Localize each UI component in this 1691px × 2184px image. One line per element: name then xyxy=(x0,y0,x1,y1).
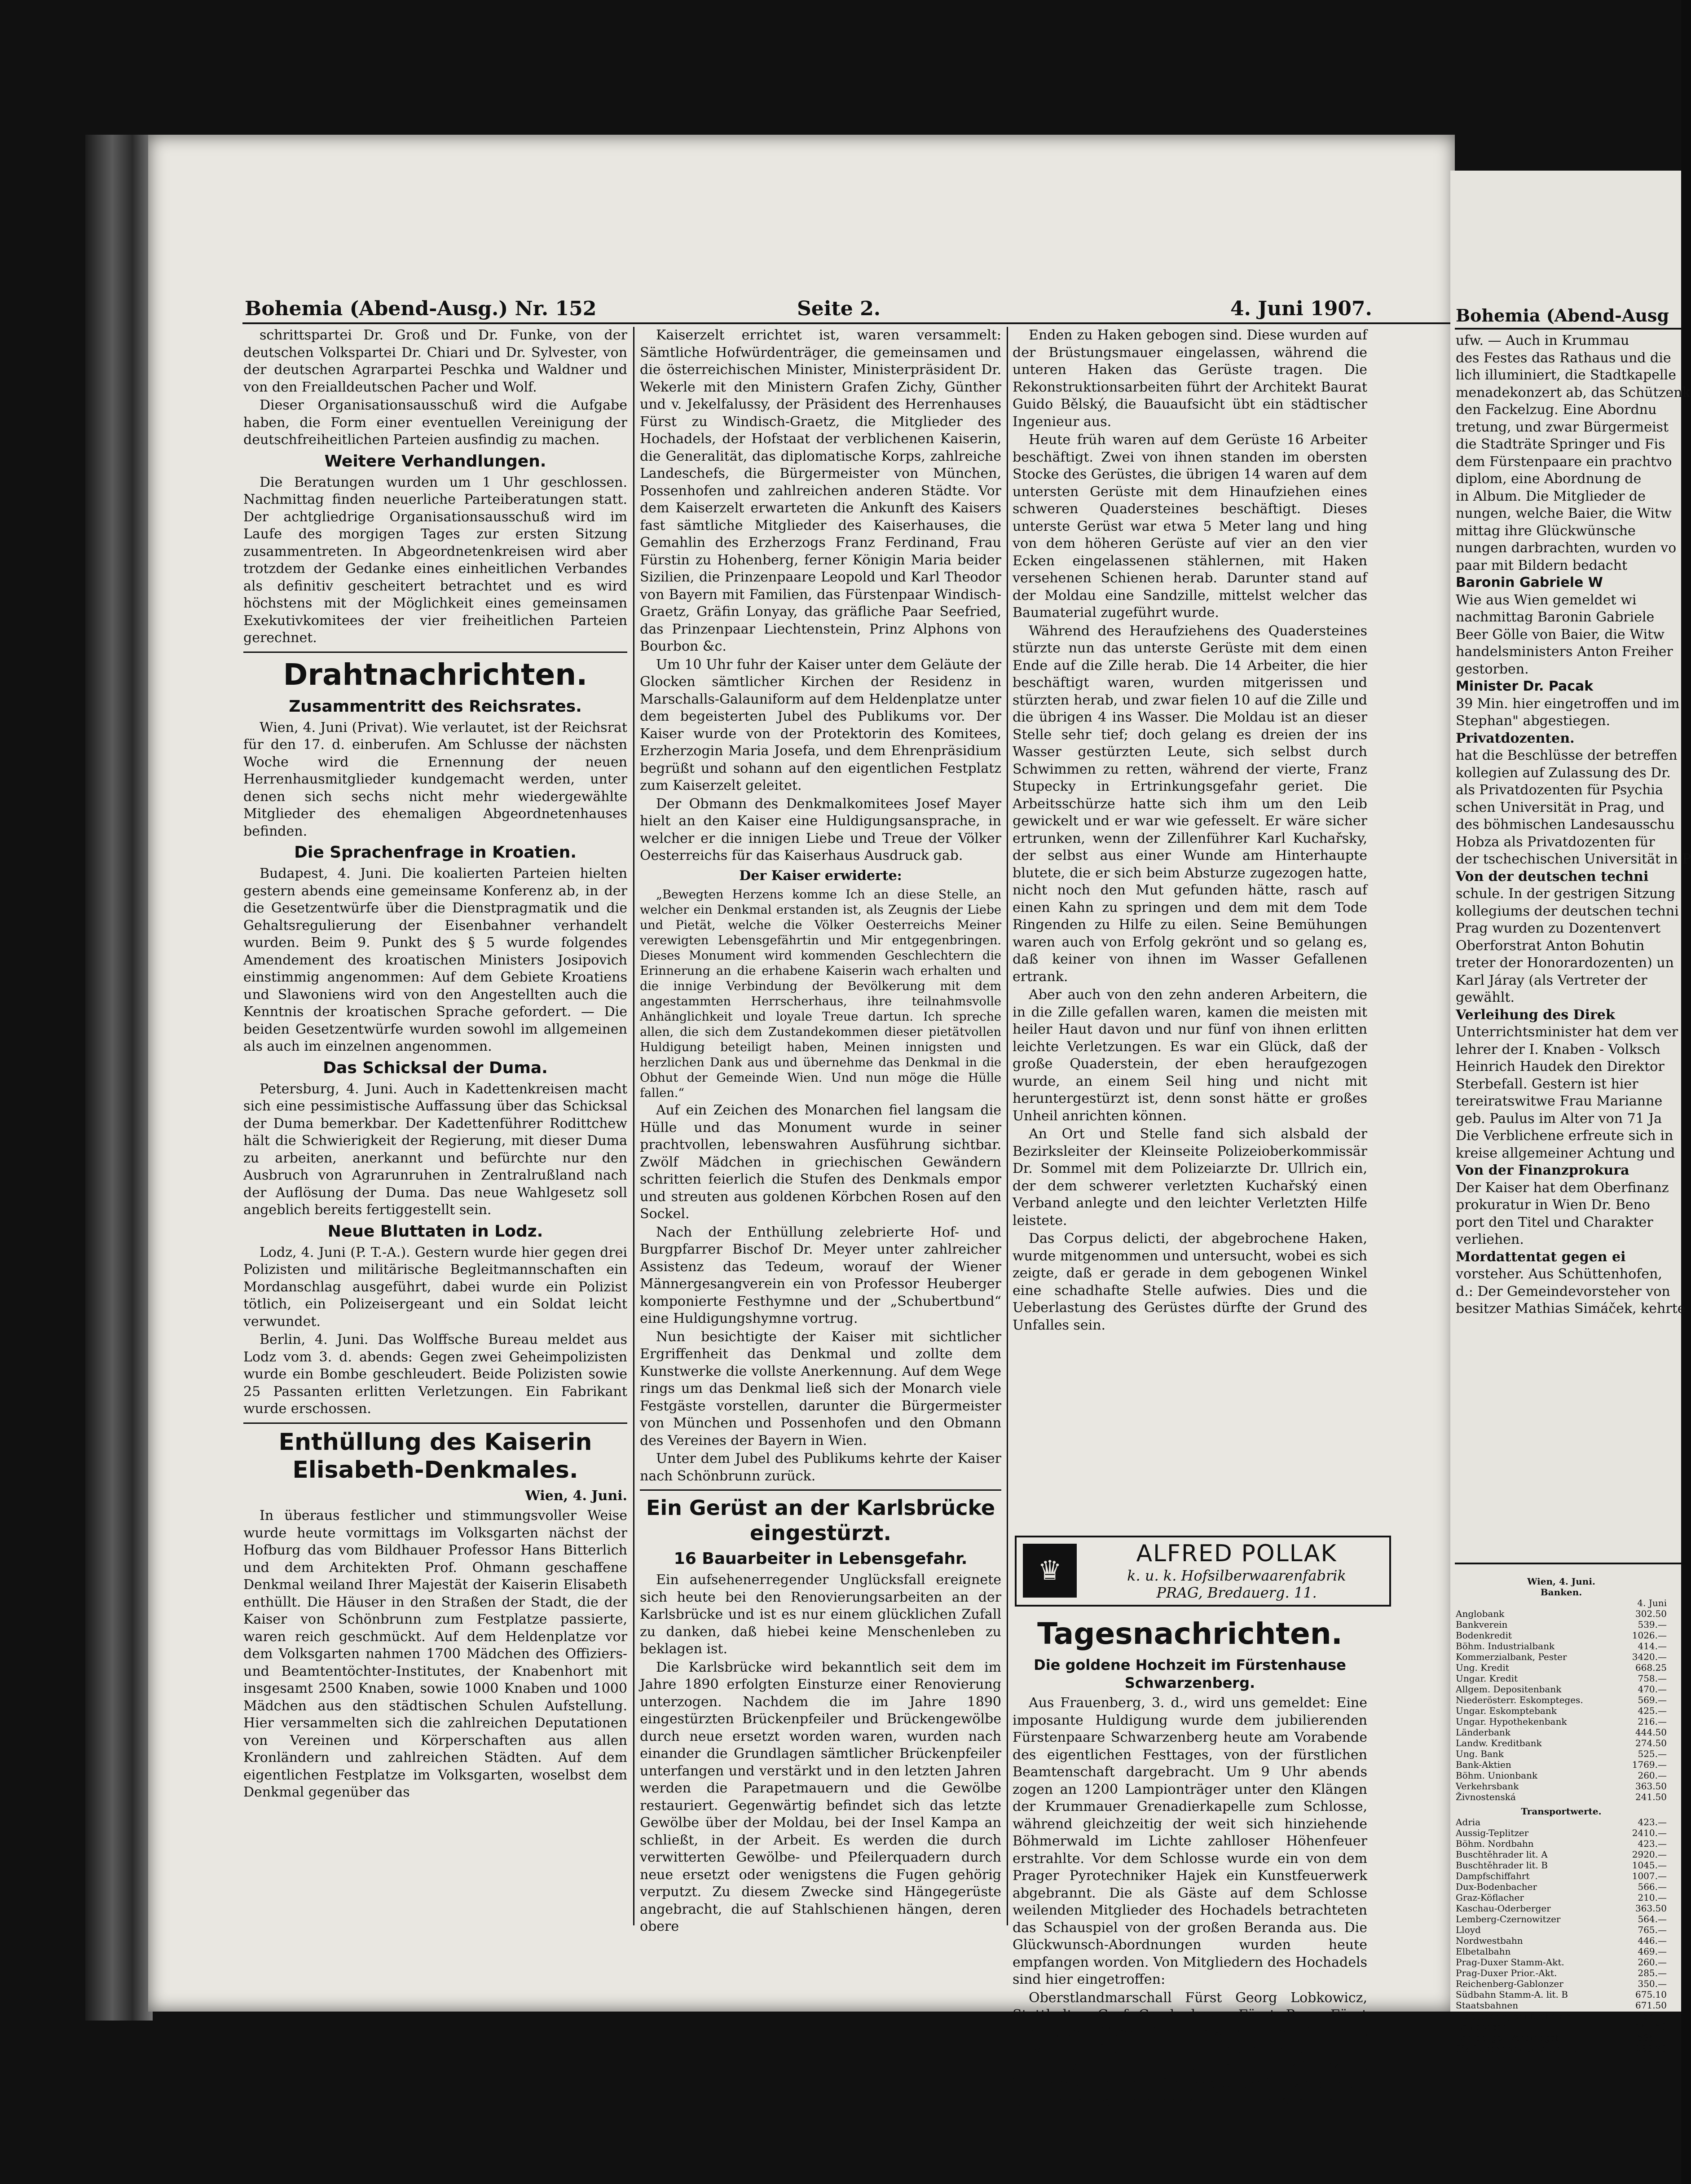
table-row xyxy=(1456,1705,1667,1716)
table-cell-value: 154.50 xyxy=(1635,2021,1667,2032)
paragraph: Oberstlandmarschall Fürst Georg Lobkowicz, Statthalter Graf Coudenhove, Fürst Paar, Fürst Schönburg, Fürst Karl Schwarzenberg, Erbprinz Löwenstein, Fürst Hans Schönburg, Prinz Heinrich Liechtenstein, Graf Lamberg, Graf Moriz Esterhazy, Graf Louis Esterhazy, Graf Oswald Thun, Graf Louis Trauttmansdorff, Graf Otto Westphalen xyxy=(1013,1990,1367,2109)
table-cell-value: 363.50 xyxy=(1635,1903,1667,1914)
table-cell-name: Elbetalbahn xyxy=(1456,1946,1511,1957)
table-cell-value: 1769.— xyxy=(1632,1759,1667,1770)
table-cell-value: 470.— xyxy=(1638,1684,1667,1695)
ad-line: PRAG, Bredauerg. 11. xyxy=(1156,1584,1317,1601)
bank-rows xyxy=(1456,1608,1667,1802)
table-section: Banken. xyxy=(1540,1587,1582,1598)
table-row xyxy=(1456,1849,1667,1860)
table-cell-value: 285.— xyxy=(1638,1968,1667,1978)
text-line: Prag wurden zu Dozentenvert xyxy=(1456,920,1661,936)
header-right: 4. Juni 1907. xyxy=(1230,297,1372,320)
table-cell-value: 668.25 xyxy=(1635,1662,1667,1673)
table-cell-name: Niederösterr. Eskompteges. xyxy=(1456,1695,1583,1705)
text-line: handelsministers Anton Freiher xyxy=(1456,644,1673,660)
table-cell-value: 210.— xyxy=(1638,1892,1667,1903)
paragraph: An Ort und Stelle fand sich alsbald der Bezirksleiter der Kleinseite Polizeioberkommissär Dr. Sommel mit dem Polizeiarzte Dr. Ullrich ein, der dem schwerer verletzten Kuchařský einen Verband anlegte und den leichter Verletzten Hilfe leistete. xyxy=(1013,1126,1367,1228)
table-cell-name: Lombarden xyxy=(1456,2021,1508,2032)
text-line: nachmittag Baronin Gabriele xyxy=(1456,609,1655,625)
section-heading: Mordattentat gegen ei xyxy=(1456,1249,1626,1265)
table-cell-name: Verkehrsbank xyxy=(1456,1781,1519,1792)
text-line: des böhmischen Landesausschu xyxy=(1456,817,1675,832)
column-3-top xyxy=(1013,327,1367,1530)
text-line: vorsteher. Aus Schüttenhofen, xyxy=(1456,1266,1662,1282)
table-row xyxy=(1456,1630,1667,1641)
column-header: 4. Juni xyxy=(1637,1598,1667,1608)
table-row xyxy=(1456,1684,1667,1695)
table-cell-name: Allgem. Depositenbank xyxy=(1456,1684,1562,1695)
table-cell-name: Bank-Aktien xyxy=(1456,1759,1511,1770)
table-row xyxy=(1456,1727,1667,1738)
table-row xyxy=(1456,1978,1667,1989)
text-line: paar mit Bildern bedacht xyxy=(1456,557,1628,573)
paragraph: schrittspartei Dr. Groß und Dr. Funke, von der deutschen Volkspartei Dr. Chiari und Dr. Sylvester, von der deutschen Agrarpartei Peschka und Waldner und von den Freialldeutschen Pacher und Wolf. xyxy=(243,327,627,395)
table-cell-name: Kaschau-Oderberger xyxy=(1456,1903,1551,1914)
table-cell-value: 3420.— xyxy=(1632,1651,1667,1662)
table-row xyxy=(1456,1716,1667,1727)
table-cell-value: 1026.— xyxy=(1632,1630,1667,1641)
text-line: des Festes das Rathaus und die xyxy=(1456,350,1671,366)
text-line: treter der Honorardozenten) un xyxy=(1456,955,1674,971)
table-row xyxy=(1456,2032,1667,2043)
text-line: kollegiums der deutschen techni xyxy=(1456,903,1679,919)
divider xyxy=(1455,1563,1681,1564)
paragraph: Das Corpus delicti, der abgebrochene Haken, wurde mitgenommen und untersucht, wobei es sich zeigte, daß er gerade in dem gebogenen Winkel eine schadhafte Stelle aufwies. Dies und die Ueberlastung des Gerüstes dürfte der Grund des Unfalles sein. xyxy=(1013,1231,1367,1333)
text-line: schule. In der gestrigen Sitzung xyxy=(1456,886,1675,902)
text-line: Von der Finanzprokura xyxy=(1456,1162,1629,1178)
table-row xyxy=(1456,1651,1667,1662)
table-cell-value: 302.50 xyxy=(1635,1608,1667,1619)
table-cell-name: Lemberg-Czernowitzer xyxy=(1456,1914,1561,1924)
table-row xyxy=(1456,1748,1667,1759)
table-cell-name: Adria xyxy=(1456,1817,1481,1827)
advertisement xyxy=(1015,1536,1391,1607)
article-title: Ein Gerüst an der Karlsbrücke eingestürzt. xyxy=(646,1496,995,1545)
table-cell-name: Bankverein xyxy=(1456,1619,1508,1630)
table-cell-value: 675.10 xyxy=(1635,1989,1667,2000)
text-line: kollegien auf Zulassung des Dr. xyxy=(1456,765,1671,781)
text-line: Die Verblichene erfreute sich in xyxy=(1456,1128,1673,1144)
table-row xyxy=(1456,1608,1667,1619)
column-rule xyxy=(1007,327,1008,1925)
paragraph: Während des Heraufziehens des Quadersteines stürzte nun das unterste Gerüste mit dem einen Ende auf die Zille herab. Die 14 Arbeiter, die hier beschäftigt waren, wurden mitgerissen und stürzten herab, und zwar fielen 10 auf die Zille und die übrigen 4 ins Wasser. Die Moldau ist an dieser Stelle sehr tief; doch gelang es dreien der ins Wasser gestürzten Leute, sich selbst durch Schwimmen zu retten, während der vierte, Franz Stupecky in Ertrinkungsgefahr geriet. Die Arbeitsschürze hatte sich ihm um den Leib gewickelt und er war wie gefesselt. Er wäre sicher ertrunken, wenn der Zillenführer Karl Kuchařsky, der selbst aus einer Wunde am Hinterhaupte blutete, die er sich beim Absturze zugezogen hatte, nicht noch den Mut gefunden hätte, rasch auf einen Kahn zu springen und dem mit dem Tode Ringenden zu Hilfe zu eilen. Seine Bemühungen waren auch von Erfolg gekrönt und so gelang es, daß keiner von ihnen im Wasser Gefallenen ertrank. xyxy=(1013,623,1367,985)
table-cell-value: 154.— xyxy=(1638,2011,1667,2021)
table-row xyxy=(1456,1924,1667,1935)
text-line: in Album. Die Mitglieder de xyxy=(1456,488,1646,504)
section-heading: Baronin Gabriele W xyxy=(1456,575,1603,590)
table-row xyxy=(1456,2043,1667,2054)
table-cell-name: Südbahn Stamm-A. lit. B xyxy=(1456,1989,1568,2000)
table-cell-name: Prag-Duxer Prior.-Akt. xyxy=(1456,1968,1557,1978)
next-page-column xyxy=(1456,332,1691,1545)
text-line: port den Titel und Charakter xyxy=(1456,1214,1653,1230)
table-cell-value: 298.70 xyxy=(1635,2043,1667,2054)
table-row xyxy=(1456,1827,1667,1838)
table-cell-name: Graz-Köflacher xyxy=(1456,1892,1524,1903)
paragraph: Heute früh waren auf dem Gerüste 16 Arbeiter beschäftigt. Zwei von ihnen standen im obersten Stocke des Gerüstes, die übrigen 14 waren auf dem untersten Gerüste mit dem Hinaufziehen eines schweren Quadersteines beschäftigt. Dieses unterste Gerüst war etwa 5 Meter lang und hing von dem höheren Gerüste auf vier an den vier Ecken eingelassenen stählernen, mit Haken versehenen Schienen herab. Darunter stand auf der Moldau eine Sandzille, mittelst welcher das Baumaterial zugeführt wurde. xyxy=(1013,432,1367,621)
ad-line: k. u. k. Hofsilberwaarenfabrik xyxy=(1127,1567,1346,1584)
table-cell-value: 765.— xyxy=(1638,1924,1667,1935)
table-cell-value: 363.50 xyxy=(1635,1781,1667,1792)
paragraph: Der Obmann des Denkmalkomitees Josef Mayer hielt an den Kaiser eine Huldigungsansprache, in welcher er die innigen Liebe und Treue der Völker Oesterreichs für das Kaiserhaus Ausdruck gab. xyxy=(640,796,1001,863)
divider xyxy=(640,1489,1001,1491)
text-line: besitzer Mathias Simáček, kehrte xyxy=(1456,1301,1686,1317)
next-page xyxy=(1450,171,1691,2054)
table-cell-name: Staatsbahnen xyxy=(1456,2000,1519,2011)
dateline: Wien, 4. Juni. xyxy=(525,1488,627,1504)
table-cell-value: 423.— xyxy=(1638,1838,1667,1849)
table-row xyxy=(1456,1738,1667,1748)
table-cell-value: 260.— xyxy=(1638,1770,1667,1781)
table-row xyxy=(1456,1860,1667,1871)
text-line: Unterrichtsminister hat dem ver xyxy=(1456,1024,1678,1040)
table-cell-value: 241.50 xyxy=(1635,1792,1667,1802)
table-row xyxy=(1456,1673,1667,1684)
text-line: als Privatdozenten für Psychia xyxy=(1456,782,1663,798)
section-heading: Die Sprachenfrage in Kroatien. xyxy=(294,843,577,862)
paragraph: Um 10 Uhr fuhr der Kaiser unter dem Geläute der Glocken sämtlicher Kirchen der Residenz in Marschalls-Galauniform auf dem Heldenplatze unter dem begeisterten Jubel des Publikums vor. Der Kaiser wurde von der Protektorin des Komitees, Erzherzogin Maria Josefa, und dem Ehrenpräsidium begrüßt und sohann auf den eigentlichen Festplatz zum Kaiserzelt geleitet. xyxy=(640,656,1001,793)
table-cell-value: 2920.— xyxy=(1632,1849,1667,1860)
text-line: diplom, eine Abordnung de xyxy=(1456,471,1642,487)
table-cell-name: Böhm. Industrialbank xyxy=(1456,1641,1555,1651)
column-2 xyxy=(640,327,1001,1934)
paragraph: Lodz, 4. Juni (P. T.-A.). Gestern wurde hier gegen drei Polizisten und militärische Begleitmannschaften ein Mordanschlag ausgeführt, dabei wurde ein Polizist tötlich, ein Polizeisergeant und ein Soldat leicht verwundet. xyxy=(243,1244,627,1330)
table-row xyxy=(1456,1881,1667,1892)
text-line: geb. Paulus im Alter von 71 Ja xyxy=(1456,1110,1662,1127)
table-cell-name: Reichenberg-Gablonzer xyxy=(1456,1978,1563,1989)
divider xyxy=(243,652,627,653)
table-cell-value: 569.— xyxy=(1638,1695,1667,1705)
table-cell-name: Böhm. Nordbahn xyxy=(1456,1838,1534,1849)
table-row xyxy=(1456,1935,1667,1946)
table-cell-value: 566.— xyxy=(1638,1881,1667,1892)
table-row xyxy=(1456,1695,1667,1705)
text-line: mittag ihre Glückwünsche xyxy=(1456,523,1636,539)
table-cell-name: Dampfschiffahrt xyxy=(1456,1871,1530,1881)
text-line: Von der deutschen techni xyxy=(1456,868,1649,885)
paragraph: Budapest, 4. Juni. Die koalierten Parteien hielten gestern abends eine gemeinsame Konferenz ab, in der die Gesetzentwürfe über die Dienstpragmatik und die Gehaltsregulierung der Eisenbahner verhandelt wurden. Beim 9. Punkt des § 5 wurde folgendes Amendement des kroatischen Ministers Josipovich einstimmig angenommen: Auf dem Gebiete Kroatiens und Slawoniens wird von den Angestellten auch die Kenntnis der kroatischen Sprache gefordert. — Die beiden Gesetzentwürfe wurden sowohl im allgemeinen als auch im einzelnen angenommen. xyxy=(243,866,627,1054)
table-cell-value: 535.— xyxy=(1638,2032,1667,2043)
crest-icon: ♛ xyxy=(1023,1544,1077,1598)
table-cell-name: Anglobank xyxy=(1456,1608,1505,1619)
text-line: verliehen. xyxy=(1456,1232,1524,1247)
table-cell-name: Ungar. Kredit xyxy=(1456,1673,1518,1684)
table-cell-name: Buschtěhrader lit. A xyxy=(1456,1849,1548,1860)
section-heading: 16 Bauarbeiter in Lebensgefahr. xyxy=(674,1550,968,1568)
next-page-header: Bohemia (Abend-Ausg xyxy=(1456,305,1669,326)
table-cell-name: Aussig-Teplitzer xyxy=(1456,1827,1529,1838)
table-row xyxy=(1456,1903,1667,1914)
table-cell-name: Länderbank xyxy=(1456,1727,1511,1738)
paragraph: Kaiserzelt errichtet ist, waren versammelt: Sämtliche Hofwürdenträger, die gemeinsamen und die österreichischen Minister, Ministerpräsident Dr. Wekerle mit den Ministern Grafen Zichy, Günther und v. Jekelfalussy, der Präsident des Herrenhauses Fürst zu Windisch-Graetz, die Mitglieder des Hochadels, der Hofstaat der verblichenen Kaiserin, die Generalität, das diplomatische Korps, zahlreiche Landeschefs, die Bürgermeister von München, Possenhofen und zahlreichen anderen Städte. Vor dem Kaiserzelt erwarteten die Ankunft des Kaisers fast sämtliche Mitglieder des Kaiserhauses, die Gemahlin des Erzherzogs Franz Ferdinand, Frau Fürstin zu Hohenberg, ferner Königin Maria beider Sizilien, die Prinzenpaare Leopold und Karl Theodor von Bayern mit Familien, das Fürstenpaar Windisch-Graetz, Gräfin Lonyay, das gräfliche Paar Seefried, das Prinzenpaar Liechtenstein, Prinz Alphons von Bourbon &c. xyxy=(640,327,1001,654)
text-line: 39 Min. hier eingetroffen und im xyxy=(1456,696,1680,712)
section-heading: Minister Dr. Pacak xyxy=(1456,678,1594,694)
table-cell-name: Lloyd xyxy=(1456,1924,1481,1935)
table-cell-value: 525.— xyxy=(1638,1748,1667,1759)
table-cell-name: 3% Südbahnprioritäten, Juli xyxy=(1456,2043,1583,2054)
section-heading: Verleihung des Direk xyxy=(1456,1007,1615,1023)
table-row xyxy=(1456,1968,1667,1978)
column-1 xyxy=(243,327,627,1925)
text-line: nungen darbrachten, wurden vo xyxy=(1456,540,1677,556)
subheading: Der Kaiser erwiderte: xyxy=(739,867,902,884)
table-cell-name: Landw. Kreditbank xyxy=(1456,1738,1542,1748)
table-cell-value: 423.— xyxy=(1638,1817,1667,1827)
section-title: Tagesnachrichten. xyxy=(1037,1616,1343,1651)
table-cell-value: 350.— xyxy=(1638,1978,1667,1989)
paragraph: Die Beratungen wurden um 1 Uhr geschlossen. Nachmittag finden neuerliche Parteiberatungen statt. Der achtgliedrige Organisationsausschuß wird im Laufe des morgigen Tages zur ersten Sitzung zusammentreten. In Abgeordnetenkreisen wird aber trotzdem der Gedanke eines einheitlichen Verbandes als definitiv gescheitert betrachtet und es wird höchstens mit der Möglichkeit eines gemeinsamen Exekutivkomitees der vier freiheitlichen Parteien gerechnet. xyxy=(243,474,627,646)
table-row xyxy=(1456,1781,1667,1792)
quote: „Bewegten Herzens komme Ich an diese Stelle, an welcher ein Denkmal erstanden ist, als Zeugnis der Liebe und Pietät, welche die Völker Oesterreichs Meiner verewigten Lebensgefährtin und Mir entgegenbringen. Dieses Monument wird kommenden Geschlechtern die Erinnerung an die erhabene Kaiserin wach erhalten und die innige Verbindung der Bevölkerung mit dem angestammten Herrscherhaus, ihre teilnahmsvolle Anhänglichkeit und loyale Treue dartun. Ich spreche allen, die sich dem Zustandekommen dieser pietätvollen Huldigung beteiligt haben, Meinen innigsten und herzlichen Dank aus und übernehme das Denkmal in die Obhut der Gemeinde Wien. Und nun möge die Hülle fallen.“ xyxy=(640,888,1001,1100)
table-cell-value: 671.50 xyxy=(1635,2000,1667,2011)
section-heading: Das Schicksal der Duma. xyxy=(323,1058,548,1077)
paragraph: Nach der Enthüllung zelebrierte Hof- und Burgpfarrer Bischof Dr. Meyer unter zahlreicher Assistenz das Tedeum, worauf der Wiener Männergesangverein ein von Professor Heuberger komponierte Festhymne und der „Schubertbund“ eine Huldigungshymne vortrug. xyxy=(640,1224,1001,1326)
text-line: schen Universität in Prag, und xyxy=(1456,799,1665,815)
column-3-bottom xyxy=(1013,1612,1367,2109)
table-cell-name: Ungar. Eskomptebank xyxy=(1456,1705,1557,1716)
text-line: Sterbefall. Gestern ist hier xyxy=(1456,1076,1638,1092)
table-row xyxy=(1456,1817,1667,1827)
section-heading: Neue Bluttaten in Lodz. xyxy=(327,1222,543,1241)
table-row xyxy=(1456,1662,1667,1673)
paragraph: Dieser Organisationsausschuß wird die Aufgabe haben, die Form einer eventuellen Vereinigung der deutschfreiheitlichen Parteien ausfindig zu machen. xyxy=(243,397,627,448)
divider xyxy=(243,1422,627,1424)
table-cell-name: Dux-Bodenbacher xyxy=(1456,1881,1537,1892)
header-rule xyxy=(1455,328,1681,330)
table-cell-value: 564.— xyxy=(1638,1914,1667,1924)
paragraph: Wien, 4. Juni (Privat). Wie verlautet, ist der Reichsrat für den 17. d. einberufen. Am Schlusse der nächsten Woche wird die Ernennung der neuen Herrenhausmitglieder kundgemacht werden, unter denen sich sechs nicht mehr wiedergewählte Mitglieder des ehemaligen Abgeordnetenhauses befinden. xyxy=(243,719,627,839)
paragraph: Nun besichtigte der Kaiser mit sichtlicher Ergriffenheit das Denkmal und zollte dem Kunstwerke die vollste Anerkennung. Auf dem Wege rings um das Denkmal ließ sich der Monarch viele Festgäste vorstellen, darunter die Bürgermeister von München und Possenhofen und den Obmann des Vereines der Bayern in Wien. xyxy=(640,1329,1001,1449)
text-line: tretung, und zwar Bürgermeist xyxy=(1456,419,1669,435)
table-section: Transportwerte. xyxy=(1521,1806,1602,1817)
paragraph: Unter dem Jubel des Publikums kehrte der Kaiser nach Schönbrunn zurück. xyxy=(640,1451,1001,1484)
column-rule xyxy=(633,327,634,1925)
text-line: kreise allgemeiner Achtung und xyxy=(1456,1145,1675,1161)
table-row xyxy=(1456,2021,1667,2032)
table-row xyxy=(1456,1871,1667,1881)
text-line: Oberforstrat Anton Bohutin xyxy=(1456,938,1645,954)
table-cell-name: Ungar. Hypothekenbank xyxy=(1456,1716,1567,1727)
header-center: Seite 2. xyxy=(797,297,881,320)
transport-rows xyxy=(1456,1817,1667,2054)
text-line: prokuratur in Wien Dr. Beno xyxy=(1456,1197,1650,1213)
text-line: tereiratswitwe Frau Marianne xyxy=(1456,1093,1663,1109)
table-cell-value: 469.— xyxy=(1638,1946,1667,1957)
table-cell-value: 758.— xyxy=(1638,1673,1667,1684)
paragraph: Auf ein Zeichen des Monarchen fiel langsam die Hülle und das Monument wurde in seiner prachtvollen, lebenswahren Ausführung sichtbar. Zwölf Mädchen in griechischen Gewändern schritten feierlich die Stufen des Denkmals empor und streuten aus goldenen Körbchen Rosen auf den Sockel. xyxy=(640,1102,1001,1222)
header-rule xyxy=(242,322,1500,324)
article-title: Enthüllung des Kaiserin Elisabeth-Denkmales. xyxy=(278,1428,592,1484)
section-heading: Die goldene Hochzeit im Fürstenhause Schwarzenberg. xyxy=(1034,1656,1346,1691)
paragraph: Aus Frauenberg, 3. d., wird uns gemeldet: Eine imposante Huldigung wurde dem jubilierenden Fürstenpaare Schwarzenberg heute am Vorabende des eigentlichen Festtages, von der fürstlichen Beamtenschaft dargebracht. Um 9 Uhr abends zogen an 1200 Lampionträger unter den Klängen der Krummauer Grenadierkapelle zum Schlosse, während gleichzeitig der weit sich hinziehende Böhmerwald im Lichte zahlloser Höhenfeuer erstrahlte. Vor dem Schlosse wurde ein von dem Prager Pyrotechniker Hajek ein Kunstfeuerwerk abgebrannt. Die als Gäste auf dem Schlosse weilenden Mitglieder des Hochadels betrachteten das Schauspiel von der großen Beranda aus. Die Glückwunsch-Abordnungen wurden heute empfangen worden. Von Mitgliedern des Hochadels sind hier eingetroffen: xyxy=(1013,1695,1367,1987)
table-cell-value: 260.— xyxy=(1638,1957,1667,1968)
table-cell-name: Ung. Kredit xyxy=(1456,1662,1509,1673)
book-edge xyxy=(85,135,153,2021)
ad-company: ALFRED POLLAK xyxy=(1136,1540,1337,1567)
section-heading: Zusammentritt des Reichsrates. xyxy=(289,697,582,716)
text-line: gestorben. xyxy=(1456,661,1529,677)
table-cell-name: Buschtěhrader lit. B xyxy=(1456,1860,1548,1871)
header-left: Bohemia (Abend-Ausg.) Nr. 152 xyxy=(245,297,597,320)
text-line: dem Fürstenpaare ein prachtvo xyxy=(1456,454,1672,470)
table-cell-name: Živnostenská xyxy=(1456,1792,1516,1802)
text-line: Stephan" abgestiegen. xyxy=(1456,713,1611,729)
paragraph: Petersburg, 4. Juni. Auch in Kadettenkreisen macht sich eine pessimistische Auffassung über das Schicksal der Duma bemerkbar. Der Kadettenführer Rodittchew hält die Schwierigkeit der Regierung, mit dieser Duma zu arbeiten, anerkannt und befürchte nur den Ausbruch von Agrarunruhen in Zentralrußland nach der Auflösung der Duma. Das neue Wahlgesetz soll angeblich bereits fertiggestellt sein. xyxy=(243,1081,627,1218)
table-row xyxy=(1456,1989,1667,2000)
text-line: der tschechischen Universität in P xyxy=(1456,851,1691,867)
table-cell-value: 1007.— xyxy=(1632,1871,1667,1881)
table-cell-value: 444.50 xyxy=(1635,1727,1667,1738)
table-cell-name: Bodenkredit xyxy=(1456,1630,1512,1641)
paragraph: In überaus festlicher und stimmungsvoller Weise wurde heute vormittags im Volksgarten nächst der Hofburg das vom Bildhauer Professor Hans Bitterlich und dem Architekten Prof. Ohmann geschaffene Denkmal weiland Ihrer Majestät der Kaiserin Elisabeth enthüllt. Die Häuser in den Straßen der Stadt, die der Kaiser von Schönbrunn zum Festplatze passierte, waren reich geschmückt. Auf dem Heldenplatze vor dem Volksgarten nahmen 1700 Mädchen des Offiziers- und Beamtentöchter-Institutes, der Knabenhort mit insgesamt 2500 Knaben, sowie 1000 Knaben und 1000 Mädchen aus den städtischen Schulen Aufstellung. Hier versammelten sich die zahlreichen Deputationen von Vereinen und Körperschaften aus allen Kronländern und zahlreichen Städten. Auf dem eigentlichen Festplatze im Volksgarten, woselbst dem Denkmal gegenüber das xyxy=(243,1508,627,1800)
text-line: den Fackelzug. Eine Abordnu xyxy=(1456,402,1657,418)
table-row xyxy=(1456,1838,1667,1849)
table-cell-name: Prag-Duxer Stamm-Akt. xyxy=(1456,1957,1564,1968)
table-row xyxy=(1456,1792,1667,1802)
table-row xyxy=(1456,2011,1667,2021)
table-row xyxy=(1456,1892,1667,1903)
section-heading: Weitere Verhandlungen. xyxy=(324,452,546,471)
table-cell-name: Ung. Bank xyxy=(1456,1748,1504,1759)
text-line: d.: Der Gemeindevorsteher von xyxy=(1456,1283,1670,1299)
text-line: Karl Járay (als Vertreter der xyxy=(1456,972,1647,988)
text-line: lehrer der I. Knaben - Volksch xyxy=(1456,1041,1660,1057)
table-cell-name: Böhm. Unionbank xyxy=(1456,1770,1538,1781)
table-cell-value: 446.— xyxy=(1638,1935,1667,1946)
section-title: Drahtnachrichten. xyxy=(283,657,588,692)
text-line: ufw. — Auch in Krummau xyxy=(1456,333,1629,348)
text-line: Heinrich Haudek den Direktor xyxy=(1456,1059,1665,1074)
table-row xyxy=(1456,1759,1667,1770)
table-cell-value: 274.50 xyxy=(1635,1738,1667,1748)
table-header xyxy=(1456,1598,1667,1608)
text-line: hat die Beschlüsse der betreffen xyxy=(1456,748,1678,763)
table-cell-name: Nordwestbahn xyxy=(1456,1935,1523,1946)
table-title: Wien, 4. Juni. xyxy=(1527,1576,1595,1587)
text-line: gewählt. xyxy=(1456,990,1515,1005)
table-row xyxy=(1456,1619,1667,1630)
table-row xyxy=(1456,1641,1667,1651)
paragraph: Die Karlsbrücke wird bekanntlich seit dem im Jahre 1890 erfolgten Einsturze einer Renovierung unterzogen. Nachdem die im Jahre 1890 eingestürzten Brückenpfeiler und Brückengewölbe durch neue ersetzt worden waren, wurden nach einander die Grundlagen sämtlicher Brückenpfeiler unterfangen und verstärkt und in den letzten Jahren werden die Parapetmauern und die Gewölbe restauriert. Gegenwärtig befindet sich das letzte Gewölbe über der Moldau, bei der Insel Kampa an schließt, in der Arbeit. Es werden die durch verwitterten Gewölbe- und Pfeilerquadern durch neue ersetzt oder wenigstens die Fugen gehörig verputzt. Zu diesem Zwecke sind Hängegerüste angebracht, die auf Stahlschienen hängen, deren obere xyxy=(640,1659,1001,1934)
table-cell-value: 539.— xyxy=(1638,1619,1667,1630)
paragraph: Ein aufsehenerregender Unglücksfall ereignete sich heute bei den Renovierungsarbeiten an der Karlsbrücke und ist es nur einem glücklichen Zufall zu danken, daß hiebei keine Menschenleben zu beklagen ist. xyxy=(640,1572,1001,1657)
table-cell-value: 1045.— xyxy=(1632,1860,1667,1871)
section-heading: Privatdozenten. xyxy=(1456,730,1575,746)
text-line: Wie aus Wien gemeldet wi xyxy=(1456,592,1637,608)
text-line: die Stadträte Springer und Fis xyxy=(1456,436,1665,452)
table-row xyxy=(1456,1946,1667,1957)
table-cell-value: 216.— xyxy=(1638,1716,1667,1727)
table-row xyxy=(1456,1914,1667,1924)
stock-table xyxy=(1456,1576,1667,2054)
text-line: nungen, welche Baier, die Witw xyxy=(1456,506,1672,521)
table-row xyxy=(1456,2000,1667,2011)
table-cell-name: Lemberger Verbindgsb. xyxy=(1456,2032,1563,2043)
paragraph: Enden zu Haken gebogen sind. Diese wurden auf der Brüstungsmauer eingelassen, während die unteren Haken das Gerüste tragen. Die Rekonstruktionsarbeiten führt der Architekt Baurat Guido Bělský, die Bauaufsicht übt ein städtischer Ingenieur aus. xyxy=(1013,327,1367,430)
table-cell-value: 425.— xyxy=(1638,1705,1667,1716)
text-line: Hobza als Privatdozenten für xyxy=(1456,834,1655,850)
newspaper-page xyxy=(148,135,1455,2109)
table-row xyxy=(1456,1770,1667,1781)
table-row xyxy=(1456,1957,1667,1968)
text-line: Beer Gölle von Baier, die Witw xyxy=(1456,626,1665,643)
table-cell-value: 2410.— xyxy=(1632,1827,1667,1838)
table-cell-value: 414.— xyxy=(1638,1641,1667,1651)
table-cell-name: Kommerzialbank, Pester xyxy=(1456,1651,1567,1662)
paragraph: Berlin, 4. Juni. Das Wolffsche Bureau meldet aus Lodz vom 3. d. abends: Gegen zwei Geheimpolizisten wurde ein Bombe geschleudert. Beide Polizisten sowie 25 Passanten erlitten Verletzungen. Ein Fabrikant wurde erschossen. xyxy=(243,1332,627,1417)
text-line: menadekonzert ab, das Schützenk xyxy=(1456,384,1691,401)
text-line: Der Kaiser hat dem Oberfinanz xyxy=(1456,1180,1669,1196)
paragraph: Aber auch von den zehn anderen Arbeitern, die in die Zille gefallen waren, kamen die meisten mit heiler Haut davon und nur fünf von ihnen erlitten leichte Verletzungen. Es war ein Glück, daß der große Quaderstein, der eben heraufgezogen wurde, an einem Seil hing und nicht mit heruntergestürzt ist, denn sonst hätte er großes Unheil anrichten können. xyxy=(1013,987,1367,1124)
text-line: lich illuminiert, die Stadtkapelle xyxy=(1456,367,1676,383)
table-cell-name: Staatsbahngenußscheine xyxy=(1456,2011,1571,2021)
